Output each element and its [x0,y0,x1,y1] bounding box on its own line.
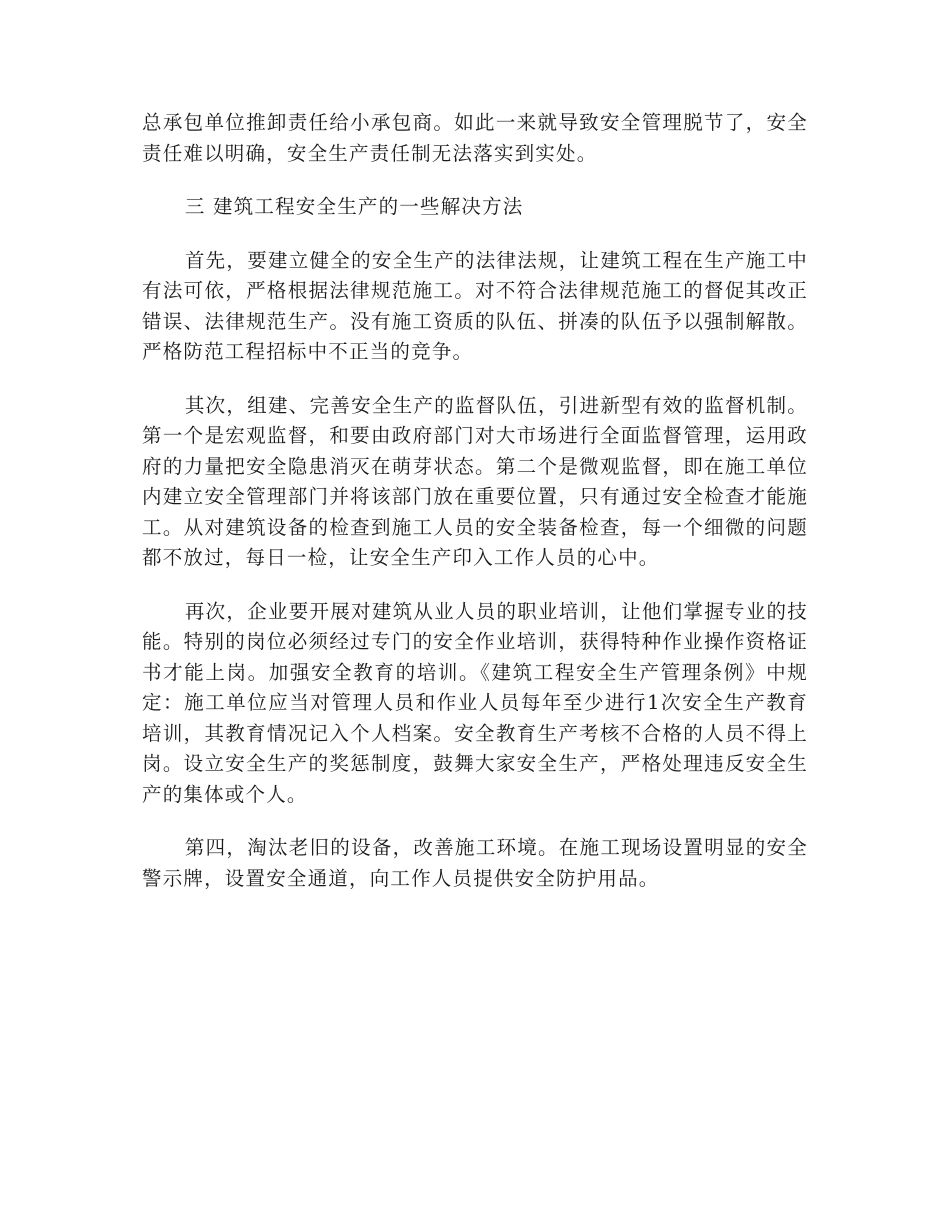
paragraph-fourth: 第四，淘汰老旧的设备，改善施工环境。在施工现场设置明显的安全警示牌，设置安全通道，向工作人员提供安全防护用品。 [142,836,808,890]
paragraph-third: 再次，企业要开展对建筑从业人员的职业培训，让他们掌握专业的技能。特别的岗位必须经过专门的安全作业培训，获得特种作业操作资格证书才能上岗。加强安全教育的培训。《建筑工程安全生产管理条例》中规定：施工单位应当对管理人员和作业人员每年至少进行1次安全生产教育培训，其教育情况记入个人档案。安全教育生产考核不合格的人员不得上岗。设立安全生产的奖惩制度，鼓舞大家安全生产，严格处理违反安全生产的集体或个人。 [142,599,808,806]
section-heading-3: 三 建筑工程安全生产的一些解决方法 [184,195,524,218]
paragraph-first: 首先，要建立健全的安全生产的法律法规，让建筑工程在生产施工中有法可依，严格根据法律规范施工。对不符合法律规范施工的督促其改正错误、法律规范生产。没有施工资质的队伍、拼凑的队伍予以强制解散。严格防范工程招标中不正当的竞争。 [142,248,808,363]
paragraph-second: 其次，组建、完善安全生产的监督队伍，引进新型有效的监督机制。第一个是宏观监督，和要由政府部门对大市场进行全面监督管理，运用政府的力量把安全隐患消灭在萌芽状态。第二个是微观监督，即在施工单位内建立安全管理部门并将该部门放在重要位置，只有通过安全检查才能施工。从对建筑设备的检查到施工人员的安全装备检查，每一个细微的问题都不放过，每日一检，让安全生产印入工作人员的心中。 [142,393,808,569]
document-page [142,108,808,917]
paragraph-continuation: 总承包单位推卸责任给小承包商。如此一来就导致安全管理脱节了，安全责任难以明确，安全生产责任制无法落实到实处。 [142,111,808,165]
